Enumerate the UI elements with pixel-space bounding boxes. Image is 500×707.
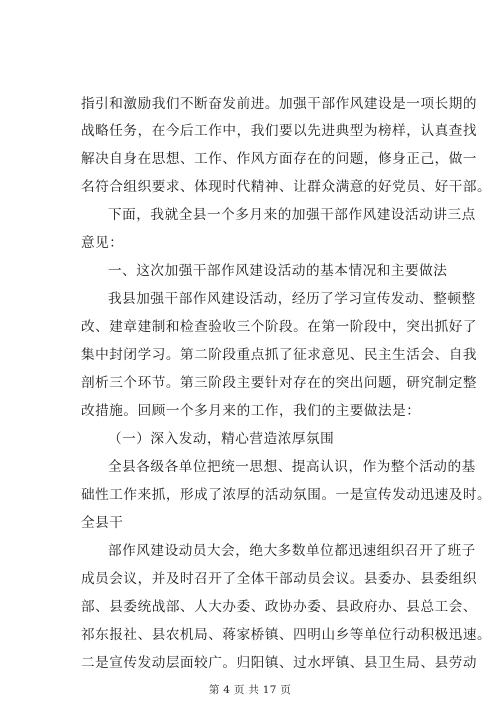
page-footer: 第 4 页 共 17 页 xyxy=(208,684,292,696)
paragraph-first-line: 下面，我就全县一个多月来的加强干部作风建设活动讲三点 xyxy=(108,207,476,223)
body-line: 战略任务，在今后工作中，我们要以先进典型为榜样，认真查找 xyxy=(81,123,478,139)
body-line: 部、县委统战部、人大办委、政协办委、县政府办、县总工会、 xyxy=(81,599,478,615)
body-line: 祁东报社、县农机局、蒋家桥镇、四明山乡等单位行动积极迅速。 xyxy=(81,627,492,643)
body-line: 剖析三个环节。第三阶段主要针对存在的突出问题，研究制定整 xyxy=(81,375,478,391)
section-heading: 一、这次加强干部作风建设活动的基本情况和主要做法 xyxy=(108,263,448,279)
body-line: 意见： xyxy=(81,235,124,251)
paragraph-first-line: 我县加强干部作风建设活动，经历了学习宣传发动、整顿整 xyxy=(108,291,476,307)
body-line: 全县干 xyxy=(81,515,124,531)
body-line: 集中封闭学习。第二阶段重点抓了征求意见、民主生活会、自我 xyxy=(81,347,478,363)
paragraph-first-line: 部作风建设动员大会，绝大多数单位都迅速组织召开了班子 xyxy=(108,543,476,559)
body-line: 成员会议，并及时召开了全体干部动员会议。县委办、县委组织 xyxy=(81,571,478,587)
paragraph-first-line: 全县各级各单位把统一思想、提高认识，作为整个活动的基 xyxy=(108,459,476,475)
body-line: 二是宣传发动层面较广。归阳镇、过水坪镇、县卫生局、县劳动 xyxy=(81,655,478,671)
body-line: 改措施。回顾一个多月来的工作，我们的主要做法是： xyxy=(81,403,421,419)
body-line: 名符合组织要求、体现时代精神、让群众满意的好党员、好干部。 xyxy=(81,179,492,195)
body-line: 指引和激励我们不断奋发前进。加强干部作风建设是一项长期的 xyxy=(81,96,478,112)
body-line: 解决自身在思想、工作、作风方面存在的问题，修身正己，做一 xyxy=(81,151,478,167)
body-line: 础性工作来抓，形成了浓厚的活动氛围。一是宣传发动迅速及时。 xyxy=(81,487,492,503)
body-line: 改、建章建制和检查验收三个阶段。在第一阶段中，突出抓好了 xyxy=(81,319,478,335)
subsection-heading: （一）深入发动，精心营造浓厚氛围 xyxy=(108,431,335,447)
